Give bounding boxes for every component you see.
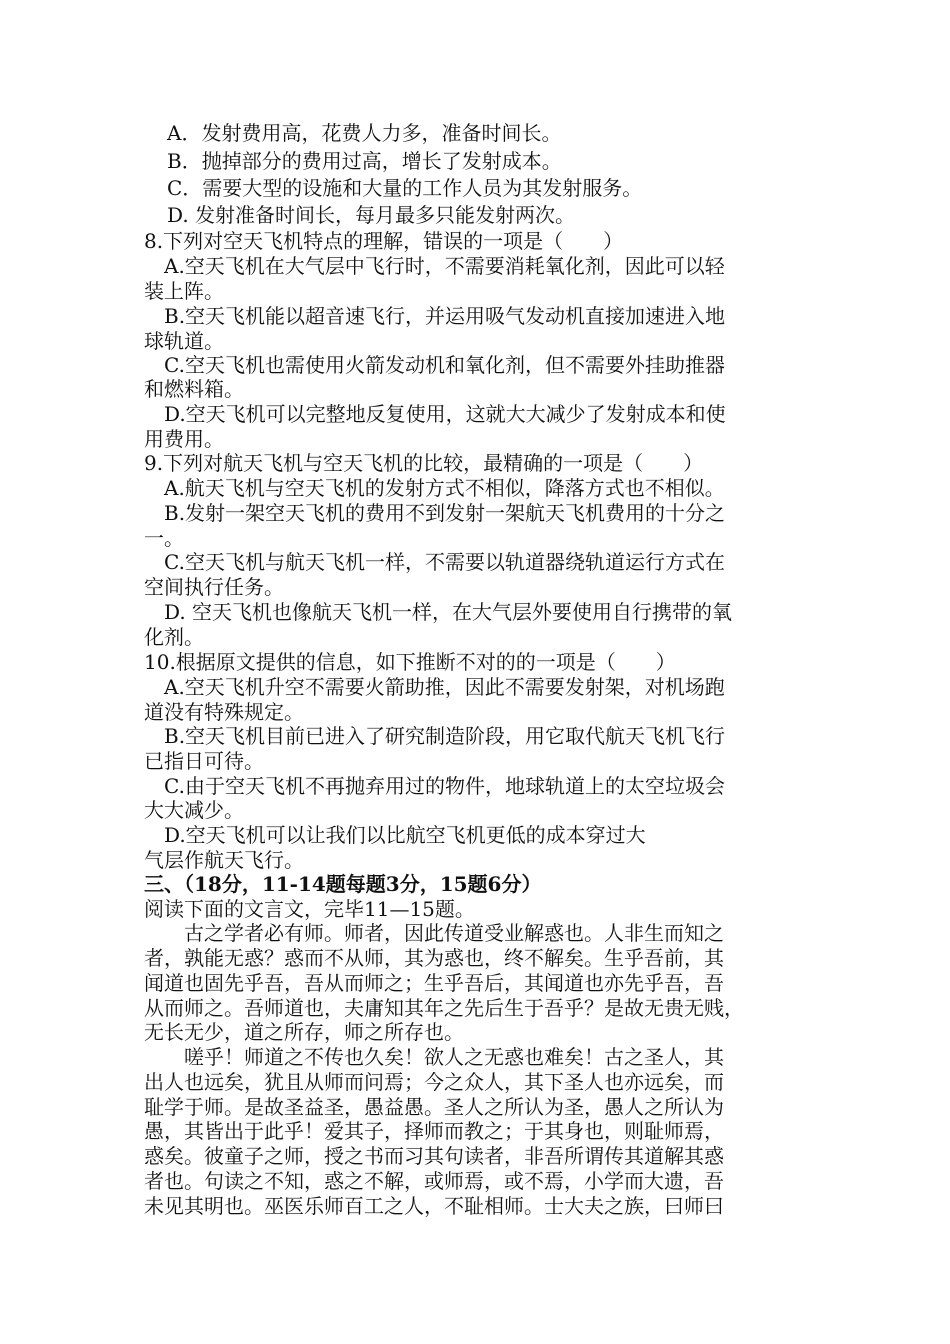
- option-7c: C．需要大型的设施和大量的工作人员为其发射服务。: [167, 176, 643, 200]
- option-10b-cont: 已指日可待。: [144, 749, 264, 773]
- passage-line: 者，孰能无惑？惑而不从师，其为惑也，终不解矣。生乎吾前，其: [144, 946, 724, 970]
- option-10d: D.空天飞机可以让我们以比航空飞机更低的成本穿过大: [164, 823, 646, 847]
- passage-line: 古之学者必有师。师者，因此传道受业解惑也。人非生而知之: [184, 921, 724, 945]
- option-10a-cont: 道没有特殊规定。: [144, 700, 304, 724]
- option-10d-cont: 气层作航天飞行。: [144, 848, 304, 872]
- option-8a-cont: 装上阵。: [144, 279, 224, 303]
- passage-line: 耻学于师。是故圣益圣，愚益愚。圣人之所认为圣，愚人之所认为: [144, 1095, 724, 1119]
- passage-line: 从而师之。吾师道也，夫庸知其年之先后生于吾乎？是故无贵无贱，: [144, 996, 744, 1020]
- option-8d-cont: 用费用。: [144, 427, 224, 451]
- question-8: 8.下列对空天飞机特点的理解，错误的一项是（ ）: [144, 229, 624, 253]
- option-7d: D. 发射准备时间长，每月最多只能发射两次。: [167, 203, 576, 227]
- option-10b: B.空天飞机目前已进入了研究制造阶段，用它取代航天飞机飞行: [164, 724, 726, 748]
- option-8c-cont: 和燃料箱。: [144, 377, 244, 401]
- option-8b: B.空天飞机能以超音速飞行，并运用吸气发动机直接加速进入地: [164, 304, 726, 328]
- passage-line: 愚，其皆出于此乎！爱其子，择师而教之；于其身也，则耻师焉，: [144, 1119, 724, 1143]
- passage-line: 嗟乎！师道之不传也久矣！欲人之无惑也难矣！古之圣人，其: [184, 1045, 724, 1069]
- passage-line: 者也。句读之不知，惑之不解，或师焉，或不焉，小学而大遗，吾: [144, 1169, 724, 1193]
- passage-line: 出人也远矣，犹且从师而问焉；今之众人，其下圣人也亦远矣，而: [144, 1070, 724, 1094]
- option-10a: A.空天飞机升空不需要火箭助推，因此不需要发射架，对机场跑: [164, 675, 725, 699]
- option-10c: C.由于空天飞机不再抛弃用过的物件，地球轨道上的太空垃圾会: [164, 774, 725, 798]
- question-9: 9.下列对航天飞机与空天飞机的比较，最精确的一项是（ ）: [144, 451, 704, 475]
- passage-line: 闻道也固先乎吾，吾从而师之；生乎吾后，其闻道也亦先乎吾，吾: [144, 971, 724, 995]
- option-9d-cont: 化剂。: [144, 625, 204, 649]
- option-8a: A.空天飞机在大气层中飞行时，不需要消耗氧化剂，因此可以轻: [164, 254, 725, 278]
- option-10c-cont: 大大减少。: [144, 798, 244, 822]
- option-8d: D.空天飞机可以完整地反复使用，这就大大减少了发射成本和使: [164, 402, 726, 426]
- option-9c-cont: 空间执行任务。: [144, 575, 284, 599]
- option-9c: C.空天飞机与航天飞机一样，不需要以轨道器绕轨道运行方式在: [164, 550, 725, 574]
- option-9b: B.发射一架空天飞机的费用不到发射一架航天飞机费用的十分之: [164, 501, 726, 525]
- option-9b-cont: 一。: [144, 526, 184, 550]
- passage-line: 惑矣。彼童子之师，授之书而习其句读者，非吾所谓传其道解其惑: [144, 1144, 724, 1168]
- option-7b: B．抛掉部分的费用过高，增长了发射成本。: [167, 149, 562, 173]
- section-three-heading: 三、（18分，11-14题每题3分，15题6分）: [144, 872, 542, 896]
- option-9a: A.航天飞机与空天飞机的发射方式不相似，降落方式也不相似。: [164, 476, 725, 500]
- option-8b-cont: 球轨道。: [144, 329, 224, 353]
- option-7a: A．发射费用高，花费人力多，准备时间长。: [167, 121, 562, 145]
- option-8c: C.空天飞机也需使用火箭发动机和氧化剂，但不需要外挂助推器: [164, 353, 725, 377]
- passage-line: 无长无少，道之所存，师之所存也。: [144, 1020, 464, 1044]
- passage-line: 未见其明也。巫医乐师百工之人，不耻相师。士大夫之族，曰师曰: [144, 1194, 724, 1218]
- reading-instruction: 阅读下面的文言文，完毕11—15题。: [144, 897, 475, 921]
- option-9d: D. 空天飞机也像航天飞机一样，在大气层外要使用自行携带的氧: [164, 600, 733, 624]
- question-10: 10.根据原文提供的信息，如下推断不对的的一项是（ ）: [144, 650, 676, 674]
